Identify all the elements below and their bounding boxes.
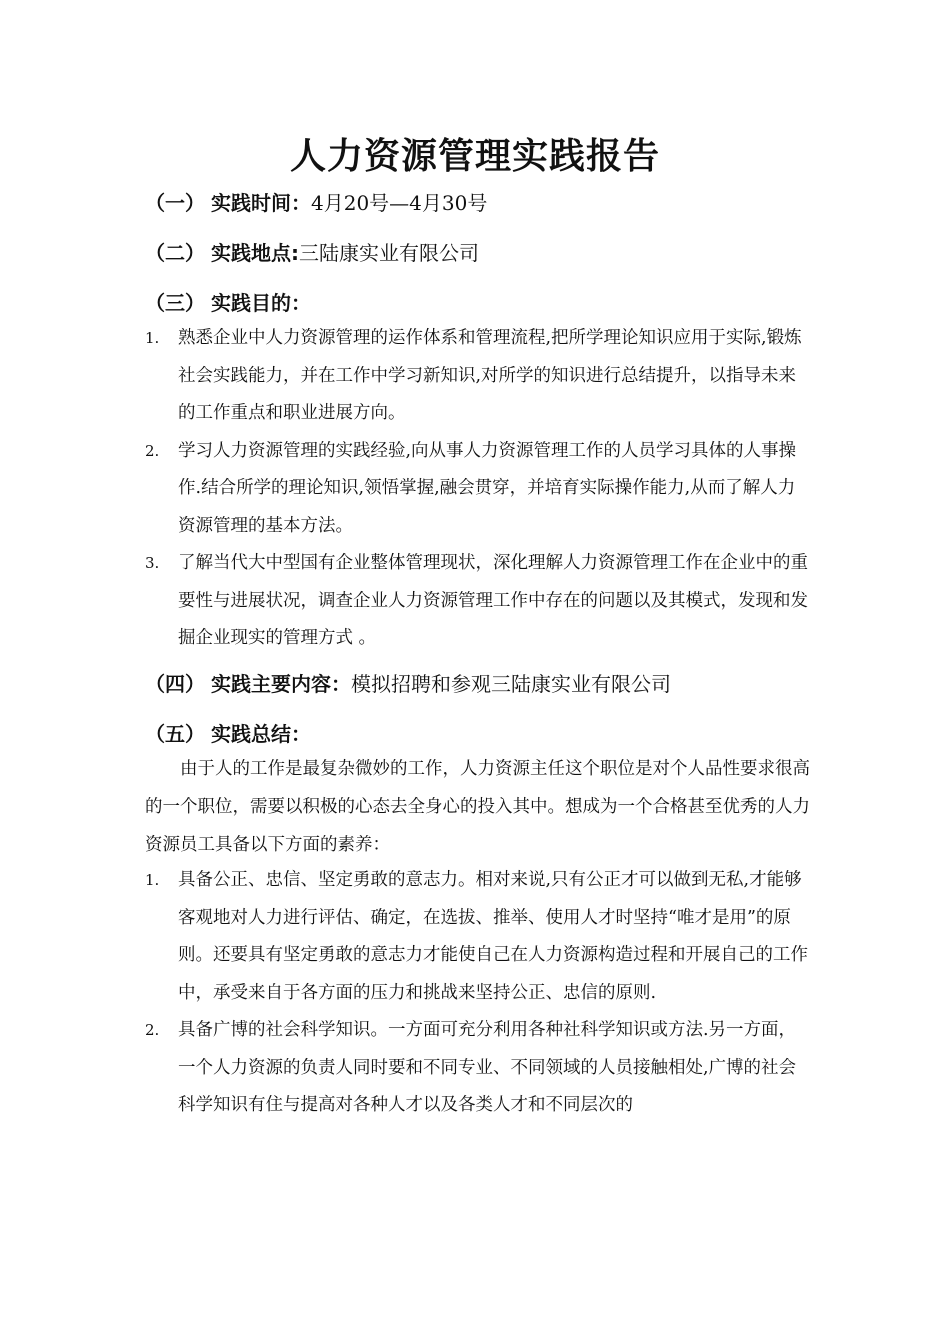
list-item-text: 学习人力资源管理的实践经验,向从事人力资源管理工作的人员学习具体的人事操作.结合所学的理论知识,领悟掌握,融会贯穿，并培育实际操作能力,从而了解人力资源管理的基本方法。 <box>178 440 797 536</box>
list-item-text: 了解当代大中型国有企业整体管理现状，深化理解人力资源管理工作在企业中的重要性与进展状况，调查企业人力资源管理工作中存在的问题以及其模式，发现和发掘企业现实的管理方式 。 <box>178 553 808 648</box>
summary-paragraph: 由于人的工作是最复杂微妙的工作，人力资源主任这个职位是对个人品性要求很高的一个职位，需要以积极的心态去全身心的投入其中。想成为一个合格甚至优秀的人力资源员工具备以下方面的素养： <box>145 759 810 855</box>
list-item <box>145 1012 810 1125</box>
section-label: 实践地点: <box>211 241 299 265</box>
section-number: （一） <box>145 191 205 215</box>
purpose-list <box>145 320 810 658</box>
section-value: 模拟招聘和参观三陆康实业有限公司 <box>351 672 671 696</box>
section-summary <box>145 718 825 747</box>
list-item-number: 2. <box>145 1021 160 1039</box>
document-title: 人力资源管理实践报告 <box>289 136 660 177</box>
section-value: 三陆康实业有限公司 <box>299 241 479 265</box>
section-value: 4月20号—4月30号 <box>311 191 488 215</box>
list-item <box>145 433 810 546</box>
section-number: （四） <box>145 672 205 696</box>
list-item-number: 1. <box>145 329 160 347</box>
section-practice-location <box>145 237 825 266</box>
list-item <box>145 320 810 433</box>
list-item <box>145 862 810 1012</box>
list-item-number: 3. <box>145 554 160 572</box>
section-practice-time <box>145 187 825 216</box>
section-main-content <box>145 668 825 697</box>
section-number: （五） <box>145 722 205 746</box>
section-label: 实践总结： <box>211 722 311 746</box>
section-label: 实践时间： <box>211 191 311 215</box>
list-item-number: 1. <box>145 871 160 889</box>
section-number: （三） <box>145 291 205 315</box>
list-item-text: 具备公正、忠信、坚定勇敢的意志力。相对来说,只有公正才可以做到无私,才能够客观地对人力进行评估、确定，在选拔、推举、使用人才时坚持“唯才是用”的原则。还要具有坚定勇敢的意志力才能使自己在人力资源构造过程和开展自己的工作中，承受来自于各方面的压力和挑战来坚持公正、忠信的原则. <box>178 870 808 1003</box>
section-practice-purpose <box>145 287 825 316</box>
list-item-text: 熟悉企业中人力资源管理的运作体系和管理流程,把所学理论知识应用于实际,锻炼社会实践能力，并在工作中学习新知识,对所学的知识进行总结提升，以指导未来的工作重点和职业进展方向。 <box>178 328 802 423</box>
list-item-text: 具备广博的社会科学知识。一方面可充分利用各种社科学知识或方法.另一方面，一个人力资源的负责人同时要和不同专业、不同领域的人员接触相处,广博的社会科学知识有住与提高对各种人才以及各类人才和不同层次的 <box>178 1020 797 1115</box>
section-label: 实践目的： <box>211 291 311 315</box>
summary-list <box>145 862 810 1125</box>
section-label: 实践主要内容： <box>211 672 351 696</box>
list-item-number: 2. <box>145 441 160 460</box>
section-number: （二） <box>145 241 205 265</box>
list-item <box>145 545 810 658</box>
